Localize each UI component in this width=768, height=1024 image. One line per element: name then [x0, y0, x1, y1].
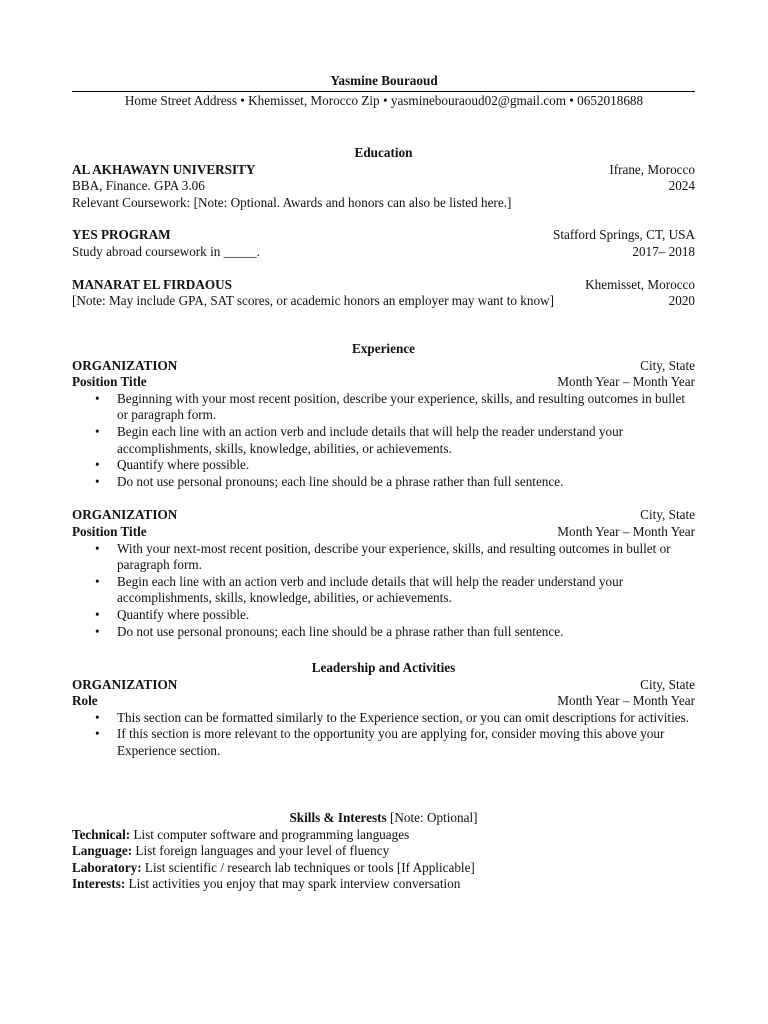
- bullet-list: [72, 710, 695, 760]
- skill-label: Language:: [72, 843, 133, 859]
- bullet-icon: •: [95, 606, 100, 622]
- bullet-icon: •: [95, 623, 100, 639]
- experience-entry: [72, 358, 695, 491]
- list-item: [72, 624, 695, 641]
- bullet-text: Begin each line with an action verb and include details that will help the reader understand your accomplishments, skills, knowledge, abilities, or achievements.: [117, 423, 624, 456]
- skill-text: List scientific / research lab techniques or tools [If Applicable]: [141, 859, 475, 875]
- organization-name: ORGANIZATION: [72, 357, 178, 373]
- education-entry: [72, 162, 695, 212]
- bullet-icon: •: [95, 540, 100, 556]
- education-section: [72, 145, 695, 310]
- organization-name: ORGANIZATION: [72, 676, 178, 692]
- list-item: [72, 726, 695, 759]
- education-title: Education: [354, 145, 413, 160]
- coursework-line: Relevant Coursework: [Note: Optional. Awards and honors can also be listed here.]: [72, 194, 512, 210]
- header-divider: [72, 91, 695, 92]
- bullet-icon: •: [95, 573, 100, 589]
- school-location: Ifrane, Morocco: [609, 161, 695, 177]
- bullet-text: Do not use personal pronouns; each line should be a phrase rather than full sentence.: [117, 623, 564, 639]
- bullet-text: Quantify where possible.: [117, 606, 250, 622]
- skill-text: List activities you enjoy that may spark interview conversation: [125, 876, 461, 892]
- bullet-icon: •: [95, 709, 100, 725]
- leadership-title: Leadership and Activities: [311, 660, 456, 675]
- resume-name: Yasmine Bouraoud: [330, 73, 438, 88]
- list-item: [72, 574, 695, 607]
- bullet-list: [72, 541, 695, 641]
- bullet-text: Do not use personal pronouns; each line should be a phrase rather than full sentence.: [117, 473, 564, 489]
- school-note: [Note: May include GPA, SAT scores, or academic honors an employer may want to know]: [72, 293, 554, 309]
- list-item: [72, 710, 695, 727]
- position-title: Position Title: [72, 523, 147, 539]
- bullet-icon: •: [95, 473, 100, 489]
- bullet-text: This section can be formatted similarly to the Experience section, or you can omit descriptions for activities.: [117, 709, 690, 725]
- position-dates: Month Year – Month Year: [557, 374, 695, 390]
- bullet-icon: •: [95, 390, 100, 406]
- list-item: [72, 607, 695, 624]
- program-years: 2017– 2018: [632, 243, 695, 259]
- school-name: AL AKHAWAYN UNIVERSITY: [72, 161, 256, 177]
- skill-label: Laboratory:: [72, 859, 142, 875]
- experience-title: Experience: [352, 341, 415, 356]
- school-name: YES PROGRAM: [72, 227, 171, 243]
- bullet-icon: •: [95, 726, 100, 742]
- role-dates: Month Year – Month Year: [557, 693, 695, 709]
- bullet-text: Quantify where possible.: [117, 457, 250, 473]
- bullet-icon: •: [95, 423, 100, 439]
- list-item: [72, 424, 695, 457]
- role-title: Role: [72, 693, 98, 709]
- bullet-text: With your next-most recent position, describe your experience, skills, and resulting outcomes in bullet or paragraph form.: [117, 540, 671, 573]
- bullet-text: Beginning with your most recent position, describe your experience, skills, and resulting outcomes in bullet or paragraph form.: [117, 390, 686, 423]
- program-line: Study abroad coursework in _____.: [72, 243, 260, 259]
- list-item: [72, 474, 695, 491]
- position-title: Position Title: [72, 374, 147, 390]
- school-name: MANARAT EL FIRDAOUS: [72, 276, 232, 292]
- school-year: 2020: [668, 293, 695, 309]
- skill-line: [72, 860, 695, 877]
- skill-text: List foreign languages and your level of fluency: [132, 843, 390, 859]
- skills-title-line: [72, 810, 695, 827]
- bullet-text: Begin each line with an action verb and include details that will help the reader understand your accomplishments, skills, knowledge, abilities, or achievements.: [117, 573, 624, 606]
- skill-label: Interests:: [72, 876, 126, 892]
- leadership-section: [72, 660, 695, 760]
- bullet-list: [72, 391, 695, 491]
- skills-title-note: [Note: Optional]: [386, 810, 478, 825]
- list-item: [72, 391, 695, 424]
- skill-text: List computer software and programming languages: [130, 826, 410, 842]
- list-item: [72, 457, 695, 474]
- skills-section: [72, 810, 695, 893]
- school-location: Khemisset, Morocco: [585, 276, 695, 292]
- school-location: Stafford Springs, CT, USA: [552, 227, 695, 243]
- organization-location: City, State: [640, 507, 695, 523]
- experience-entry: [72, 507, 695, 640]
- organization-location: City, State: [640, 676, 695, 692]
- list-item: [72, 541, 695, 574]
- degree-year: 2024: [668, 178, 695, 194]
- position-dates: Month Year – Month Year: [557, 523, 695, 539]
- degree-line: BBA, Finance. GPA 3.06: [72, 178, 205, 194]
- education-entry: [72, 227, 695, 260]
- skill-line: [72, 827, 695, 844]
- experience-section: [72, 341, 695, 640]
- skill-line: [72, 843, 695, 860]
- organization-location: City, State: [640, 357, 695, 373]
- skill-line: [72, 876, 695, 893]
- skill-label: Technical:: [72, 826, 131, 842]
- organization-name: ORGANIZATION: [72, 507, 178, 523]
- education-entry: [72, 277, 695, 310]
- contact-line: Home Street Address • Khemisset, Morocco Zip • yasminebouraoud02@gmail.com • 0652018688: [124, 93, 644, 108]
- skills-title: Skills & Interests: [289, 810, 387, 825]
- bullet-icon: •: [95, 457, 100, 473]
- bullet-text: If this section is more relevant to the opportunity you are applying for, consider moving this above your Experience section.: [117, 726, 665, 758]
